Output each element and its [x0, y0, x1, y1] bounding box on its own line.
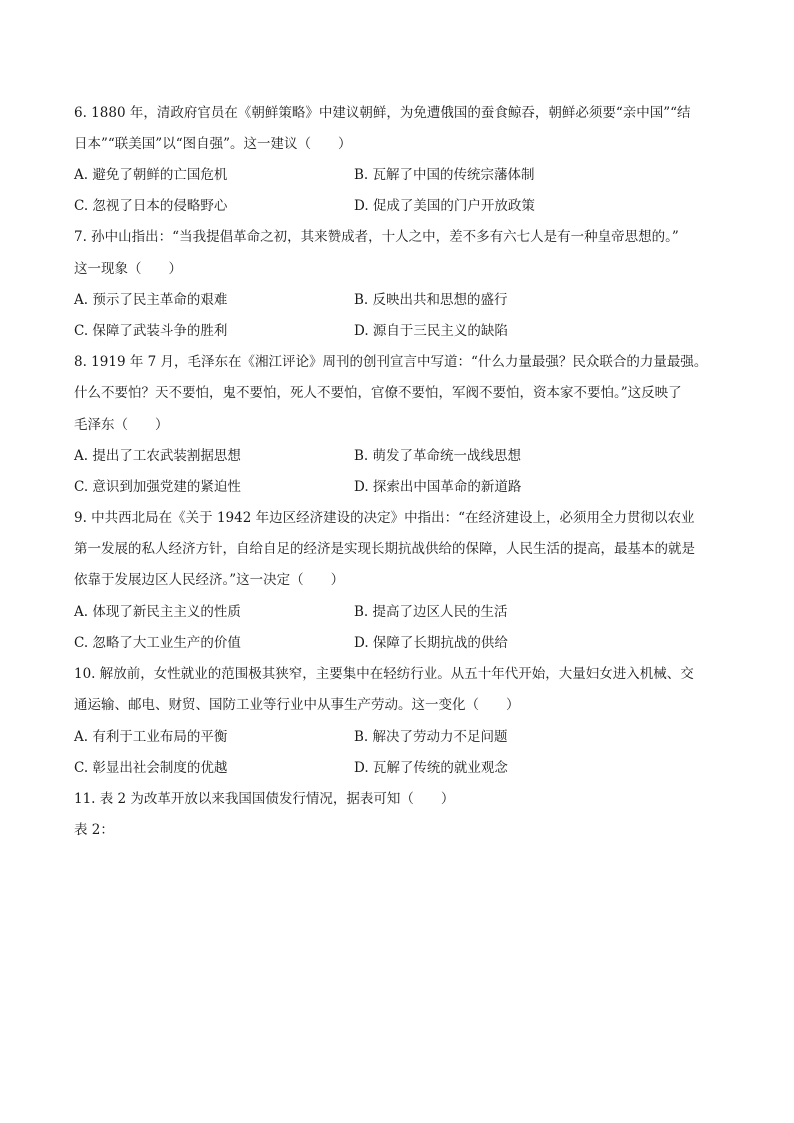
question-10-line-2: 通运输、邮电、财贸、国防工业等行业中从事生产劳动。这一变化（ ）: [74, 697, 520, 713]
question-7-option-b: B. 反映出共和思想的盛行: [354, 292, 508, 308]
question-7-option-c: C. 保障了武装斗争的胜利: [74, 323, 228, 339]
question-10-option-c: C. 彰显出社会制度的优越: [74, 760, 228, 776]
question-8-option-a: A. 提出了工农武装割据思想: [74, 448, 241, 464]
question-8-line-2: 什么不要怕？天不要怕，鬼不要怕，死人不要怕，官僚不要怕，军阀不要怕，资本家不要怕。”这反映了: [74, 385, 682, 401]
question-9-line-3: 依靠于发展边区人民经济。”这一决定（ ）: [74, 572, 345, 588]
question-6-option-b: B. 瓦解了中国的传统宗藩体制: [354, 167, 535, 183]
question-8-line-3: 毛泽东（ ）: [74, 417, 169, 433]
question-7-line-2: 这一现象（ ）: [74, 261, 182, 277]
question-10-option-a: A. 有利于工业布局的平衡: [74, 729, 228, 745]
question-6-line-2: 日本”“联美国”以“图自强”。这一建议（ ）: [74, 136, 352, 152]
question-7-line-1: 7. 孙中山指出：“当我提倡革命之初，其来赞成者，十人之中，差不多有六七人是有一种皇帝思想的。”: [74, 229, 679, 245]
question-10-option-d: D. 瓦解了传统的就业观念: [354, 760, 508, 776]
question-9-option-b: B. 提高了边区人民的生活: [354, 604, 508, 620]
question-8-line-1: 8. 1919 年 7 月，毛泽东在《湘江评论》周刊的创刊宣言中写道：“什么力量最强？民众联合的力量最强。: [74, 354, 708, 370]
question-9-line-1: 9. 中共西北局在《关于 1942 年边区经济建设的决定》中指出：“在经济建设上，必须用全力贯彻以农业: [74, 510, 695, 526]
table-caption: 表 2：: [74, 822, 114, 838]
question-9-option-c: C. 忽略了大工业生产的价值: [74, 635, 241, 651]
question-9-line-2: 第一发展的私人经济方针，自给自足的经济是实现长期抗战供给的保障，人民生活的提高，最基本的就是: [74, 541, 695, 557]
question-8-option-c: C. 意识到加强党建的紧迫性: [74, 479, 241, 495]
question-10-option-b: B. 解决了劳动力不足问题: [354, 729, 508, 745]
question-8-option-d: D. 探索出中国革命的新道路: [354, 479, 522, 495]
question-10-line-1: 10. 解放前，女性就业的范围极其狭窄，主要集中在轻纺行业。从五十年代开始，大量妇女进入机械、交: [74, 666, 694, 682]
question-6-line-1: 6. 1880 年，清政府官员在《朝鲜策略》中建议朝鲜，为免遭俄国的蚕食鲸吞，朝鲜必须要“亲中国”“结: [74, 105, 691, 121]
question-6-option-a: A. 避免了朝鲜的亡国危机: [74, 167, 228, 183]
question-6-option-c: C. 忽视了日本的侵略野心: [74, 198, 228, 214]
question-7-option-d: D. 源自于三民主义的缺陷: [354, 323, 508, 339]
question-8-option-b: B. 萌发了革命统一战线思想: [354, 448, 522, 464]
question-7-option-a: A. 预示了民主革命的艰难: [74, 292, 228, 308]
question-9-option-a: A. 体现了新民主主义的性质: [74, 604, 241, 620]
question-9-option-d: D. 保障了长期抗战的供给: [354, 635, 508, 651]
question-11-line-1: 11. 表 2 为改革开放以来我国国债发行情况，据表可知（ ）: [74, 791, 455, 807]
question-6-option-d: D. 促成了美国的门户开放政策: [354, 198, 535, 214]
